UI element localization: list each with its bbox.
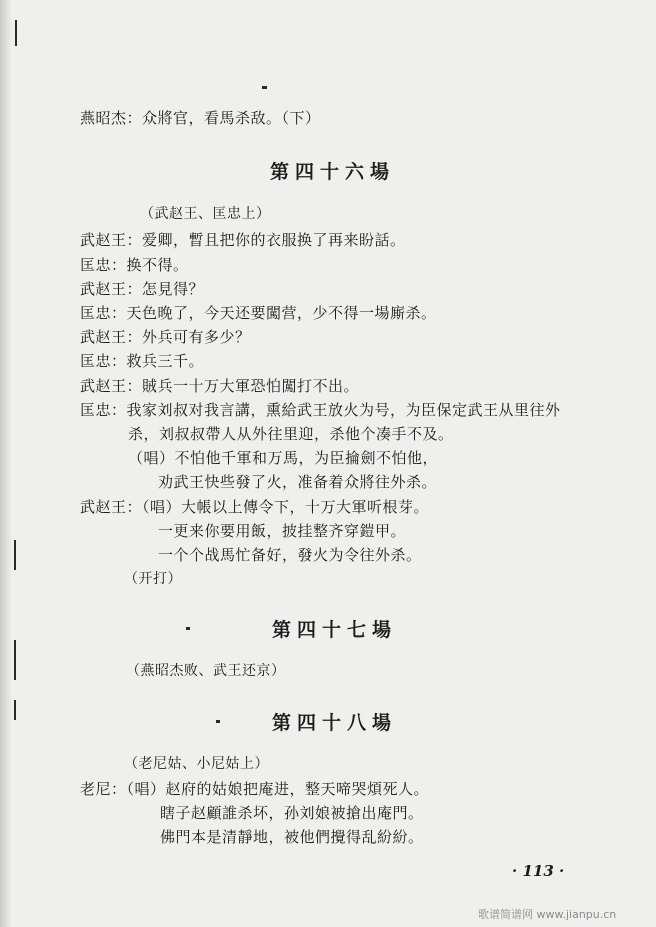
text-line: （唱）不怕他千軍和万馬，为臣掄劍不怕他， <box>128 449 439 467</box>
stage-direction: （燕昭杰败、武王还京） <box>126 663 286 679</box>
binding-mark <box>14 700 16 720</box>
text-line: 燕昭杰：众將官，看馬杀敌。（下） <box>80 109 321 127</box>
binding-mark <box>15 20 17 46</box>
text-line: 武赵王：賊兵一十万大軍恐怕闖打不出。 <box>80 377 360 395</box>
text-line: 一更来你要用飯，披挂整齐穿鎧甲。 <box>158 522 407 540</box>
text-line: 佛門本是清靜地，被他們攪得乱紛紛。 <box>160 828 424 846</box>
text-line: 一个个战馬忙备好，發火为令往外杀。 <box>158 546 422 564</box>
watermark: 歌谱简谱网 www.jianpu.cn <box>478 908 617 921</box>
text-line: 劝武王快些發了火，准备着众將往外杀。 <box>158 473 438 491</box>
text-line: 武赵王：（唱）大帳以上傳令下，十万大軍听根芽。 <box>80 498 430 516</box>
text-line: 武赵王：外兵可有多少？ <box>80 328 251 346</box>
text-line: 匡忠：我家刘叔对我言講，熏給武王放火为号，为臣保定武王从里往外 <box>80 401 561 419</box>
text-line: 武赵王：爱卿，暫且把你的衣服换了再来盼話。 <box>80 231 406 249</box>
scene-heading: 第四十七場 <box>272 619 398 641</box>
ink-dot <box>216 720 220 723</box>
text-line: 匡忠：换不得。 <box>80 256 189 274</box>
stage-direction: （开打） <box>124 571 182 587</box>
stage-direction: （武赵王、匡忠上） <box>140 206 271 222</box>
stage-direction: （老尼姑、小尼姑上） <box>124 756 269 772</box>
binding-mark <box>14 640 16 680</box>
text-line: 匡忠：救兵三千。 <box>80 352 205 370</box>
page-binding-shadow <box>0 0 12 927</box>
text-line: 瞎子赵顧誰杀坏，孙刘娘被搶出庵門。 <box>160 804 424 822</box>
ink-dot <box>186 627 190 630</box>
text-line: 武赵王：怎見得？ <box>80 280 205 298</box>
text-line: 杀，刘叔叔帶人从外往里迎，杀他个凑手不及。 <box>128 425 454 443</box>
binding-mark <box>14 540 16 570</box>
scene-heading: 第四十六場 <box>270 161 396 183</box>
page-number: · 113 · <box>512 862 565 880</box>
ink-dot <box>262 86 267 89</box>
text-line: 匡忠：天色晚了，今天还要闖营，少不得一場廝杀。 <box>80 304 437 322</box>
text-line: 老尼：（唱）赵府的姑娘把庵进，整天啼哭煩死人。 <box>80 780 430 798</box>
scene-heading: 第四十八場 <box>272 712 398 734</box>
